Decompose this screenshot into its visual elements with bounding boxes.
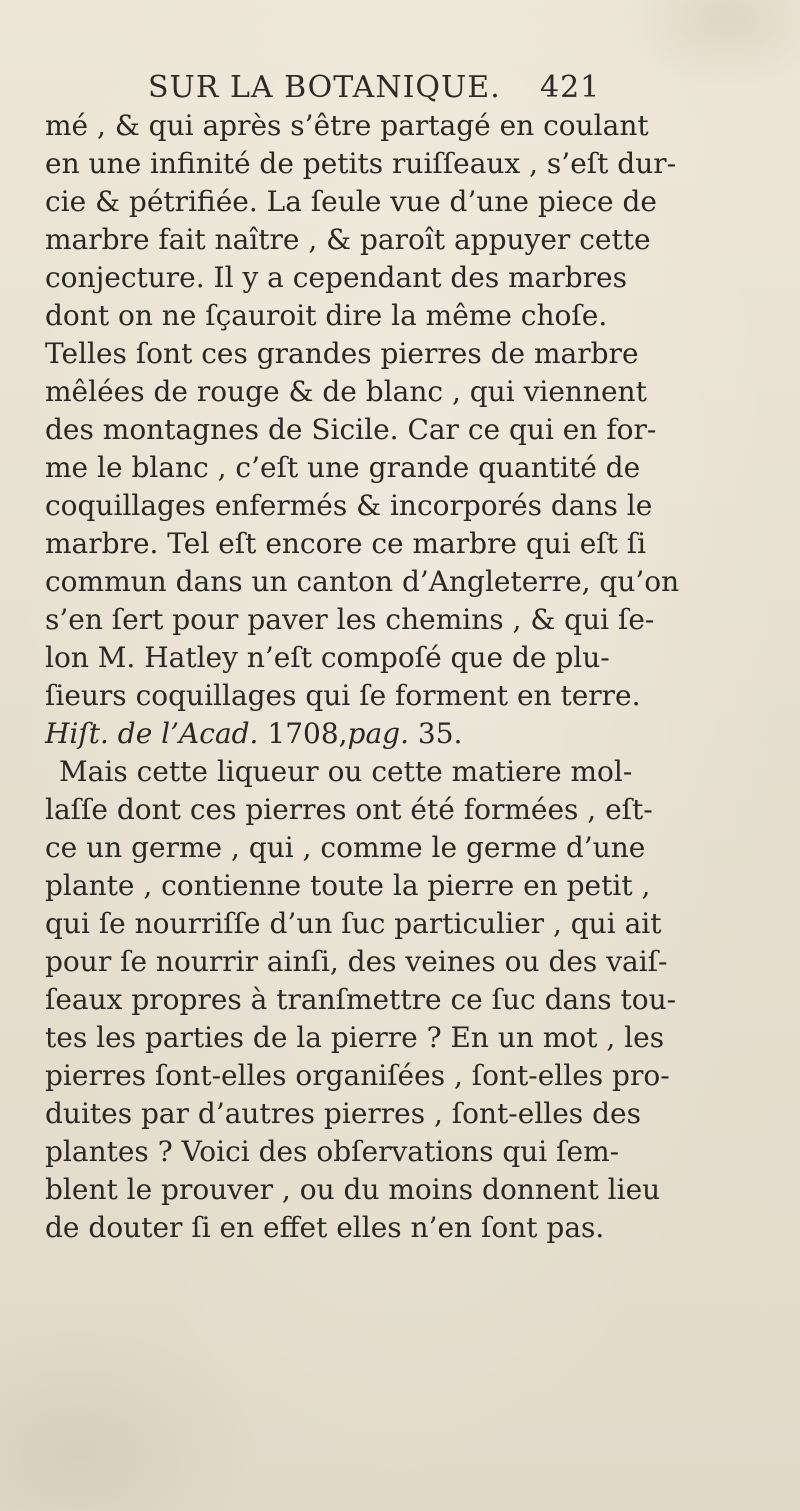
citation-year: 1708, [267,717,348,750]
citation-page-label: pag. [347,717,409,750]
text-line: me le blanc , c’eſt une grande quantité de [45,451,641,484]
text-line: mé , & qui après s’être partagé en coulant [45,109,649,142]
text-line: marbre. Tel eſt encore ce marbre qui eſt ſi [45,527,647,560]
text-line: marbre fait naître , & paroît appuyer cette [45,223,651,256]
text-line: tes les parties de la pierre ? En un mot , les [45,1021,665,1054]
text-line: plantes ? Voici des obſervations qui ſem- [45,1135,620,1168]
text-line: ſeaux propres à tranſmettre ce ſuc dans tou- [45,983,677,1016]
text-line: pour ſe nourrir ainſi, des veines ou des vaiſ- [45,945,668,978]
text-line: lon M. Hatley n’eſt compoſé que de plu- [45,641,610,674]
text-line: coquillages enfermés & incorporés dans le [45,489,653,522]
text-line: Mais cette liqueur ou cette matiere mol- [59,755,633,788]
text-line: s’en ſert pour paver les chemins , & qui ſe- [45,603,655,636]
text-line: ce un germe , qui , comme le germe d’une [45,831,646,864]
page-header [148,70,668,110]
text-line: dont on ne ſçauroit dire la même choſe. [45,299,608,332]
text-line: Telles ſont ces grandes pierres de marbre [45,337,639,370]
text-line: qui ſe nourriſſe d’un ſuc particulier , qui ait [45,907,662,940]
text-line: cie & pétrifiée. La ſeule vue d’une piece de [45,185,657,218]
text-line: des montagnes de Sicile. Car ce qui en for- [45,413,657,446]
page-number: 421 [540,70,601,105]
citation-source: Hiſt. de l’Acad. [45,717,259,750]
citation-line [45,714,462,754]
running-title: SUR LA BOTANIQUE. [148,70,501,105]
text-line: pierres ſont-elles organiſées , ſont-elles pro- [45,1059,670,1092]
text-line: plante , contienne toute la pierre en petit , [45,869,651,902]
text-line: duites par d’autres pierres , ſont-elles des [45,1097,641,1130]
text-line: mêlées de rouge & de blanc , qui viennent [45,375,647,408]
text-line: de douter ſi en effet elles n’en ſont pas. [45,1211,605,1244]
text-line: blent le prouver , ou du moins donnent lieu [45,1173,661,1206]
text-line: conjecture. Il y a cependant des marbres [45,261,627,294]
text-line: laſſe dont ces pierres ont été formées , eſt- [45,793,653,826]
text-line: en une infinité de petits ruiſſeaux , s’eſt dur- [45,147,677,180]
citation-page: 35. [417,717,463,750]
text-line: ſieurs coquillages qui ſe forment en terre. [45,679,641,712]
text-line: commun dans un canton d’Angleterre, qu’on [45,565,680,598]
paper-stain [0,1320,260,1511]
